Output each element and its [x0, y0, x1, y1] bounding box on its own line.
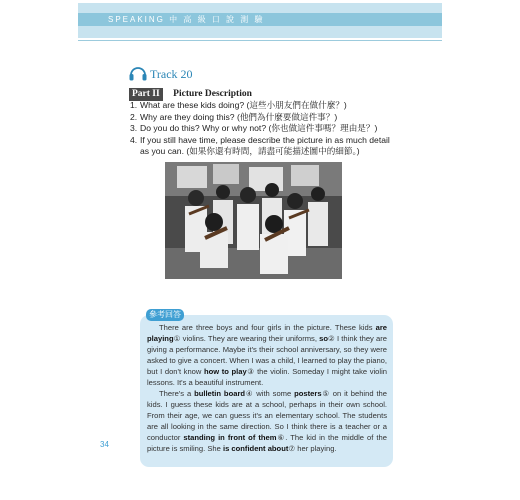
answer-tab: 參考回答 [146, 309, 184, 321]
question-text: What are these kids doing? (這些小朋友們在做什麼？) [140, 100, 347, 110]
answer-text: There are three boys and four girls in the picture. These kids [159, 323, 376, 332]
answer-text: ⑦ her playing. [288, 443, 337, 453]
answer-paragraph [147, 389, 387, 454]
vocab-highlight: is confident about [222, 443, 289, 453]
classroom-photo [165, 162, 342, 279]
question-text: Do you do this? Why or why not? (你也做這件事嗎？理由是？) [140, 123, 378, 134]
question-item [130, 123, 400, 135]
answer-paragraph [147, 323, 387, 388]
question-item [130, 112, 400, 124]
question-text: Why are they doing this? (他們為什麼要做這件事？) [140, 111, 338, 122]
headphones-icon [128, 63, 148, 83]
photo-illustration [165, 162, 342, 279]
question-list [130, 100, 400, 158]
answer-text: ② I think they are giving a performance. Maybe it's their school anniversary, so they were asked to give a concert. When I was a child, I learned to play the piano, but I don't know [147, 333, 387, 376]
answer-text: ④ with some [245, 389, 295, 398]
running-header: SPEAKING 中 高 級 口 說 測 驗 [108, 15, 265, 24]
answer-text: ① violins. They are wearing their uniforms, [173, 333, 320, 343]
vocab-highlight: so [319, 333, 328, 343]
vocab-highlight: bulletin board [194, 389, 246, 398]
question-number: 1. [130, 100, 138, 110]
answer-text: ③ the violin. Someday I might take violin lessons. It's a beautiful instrument. [147, 366, 388, 387]
part-badge: Part II [129, 88, 163, 101]
part-heading [129, 83, 252, 97]
answer-text: There's a [159, 389, 195, 398]
vocab-highlight: posters [294, 389, 322, 398]
header-divider [78, 40, 442, 41]
question-number: 3. [130, 123, 138, 134]
question-item [130, 135, 400, 158]
vocab-highlight: are playing [147, 323, 387, 343]
vocab-highlight: standing in front of them [183, 432, 277, 442]
answer-text: ⑥. The kid in the middle of the picture is smiling. She [147, 432, 387, 453]
question-number: 4. [130, 134, 138, 145]
part-title: Picture Description [173, 89, 252, 99]
question-text: If you still have time, please describe the picture in as much detail as you can. (如果你還有時間，請盡可能描述圖中的細節。) [140, 134, 390, 157]
answer-text: ⑤ on it behind the kids. I guess these kids are at a school, perhaps in their own school. From their age, we can guess it's an elementary school. The students are all looking in the same direction. So I think there is a teacher or a conductor [147, 389, 388, 442]
question-item [130, 100, 400, 112]
vocab-highlight: how to play [203, 366, 247, 376]
question-number: 2. [130, 111, 138, 122]
track-label: Track 20 [150, 67, 193, 81]
page-number: 34 [100, 440, 109, 449]
